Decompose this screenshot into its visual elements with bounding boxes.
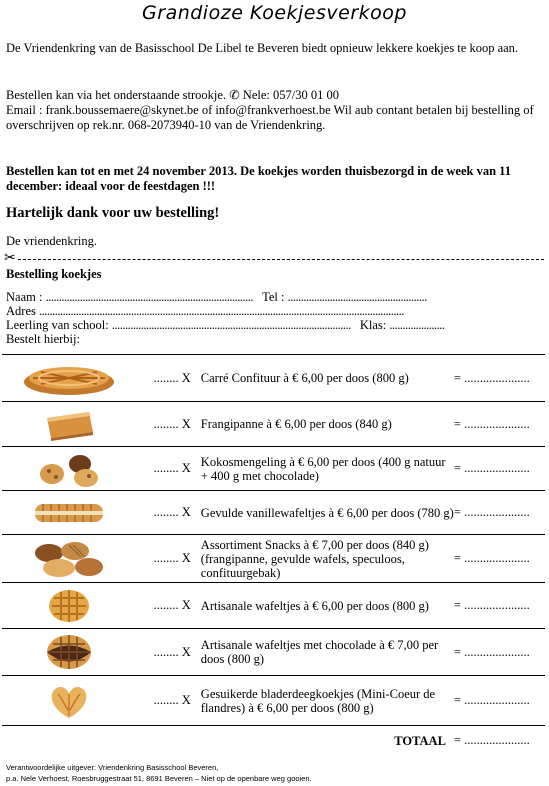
subtotal-field[interactable]: = ..................... [454, 355, 545, 402]
frangipane-icon [2, 402, 136, 447]
palmier-icon [2, 676, 136, 726]
tel-label: Tel : [262, 290, 285, 304]
vanilla-wafer-icon [2, 491, 136, 535]
address-field[interactable]: Adres ........................................................................................................................................... [6, 304, 404, 318]
name-label: Naam : [6, 290, 43, 304]
scissors-icon: ✂ [4, 251, 16, 266]
quantity-field[interactable]: ........ X [136, 583, 195, 629]
grand-total-field[interactable]: = ..................... [453, 733, 530, 748]
subtotal-field[interactable]: = ..................... [454, 629, 545, 676]
product-description: Carré Confituur à € 6,00 per doos (800 g) [195, 355, 454, 402]
snack-assortment-icon [2, 535, 136, 583]
product-row [2, 355, 545, 402]
footer-line-2: p.a. Nele Verhoest, Roesbruggestraat 51, 8691 Beveren – Niet op de openbare weg gooien. [6, 774, 312, 783]
subtotal-field[interactable]: = ..................... [454, 447, 545, 491]
quantity-field[interactable]: ........ X [136, 535, 195, 583]
product-row [2, 447, 545, 491]
dashed-divider [18, 259, 544, 260]
quantity-field[interactable]: ........ X [136, 355, 195, 402]
order-table [2, 354, 545, 756]
intro-text: De Vriendenkring van de Basisschool De Libel te Beveren biedt opnieuw lekkere koekjes te koop aan. [6, 41, 519, 55]
subtotal-field[interactable]: = ..................... [454, 402, 545, 447]
quantity-field[interactable]: ........ X [136, 447, 195, 491]
fruit-tart-icon [2, 355, 136, 402]
ordered-label: Bestelt hierbij: [6, 332, 80, 346]
order-heading: Bestelling koekjes [6, 267, 102, 281]
name-field[interactable]: Naam : ............................................................................... Tel : ..................................................... [6, 290, 427, 304]
subtotal-field[interactable]: = ..................... [454, 583, 545, 629]
waffle-icon [2, 583, 136, 629]
student-field[interactable]: Leerling van school: ........................................................................................... Klas: ..................... [6, 318, 445, 332]
signature: De vriendenkring. [6, 234, 97, 248]
subtotal-field[interactable]: = ..................... [454, 676, 545, 726]
quantity-field[interactable]: ........ X [136, 629, 195, 676]
contact-line: Bestellen kan via het onderstaande strookje. ✆ Nele: 057/30 01 00 [6, 88, 339, 102]
cut-line [4, 252, 544, 266]
quantity-field[interactable]: ........ X [136, 402, 195, 447]
page-title: Grandioze Koekjesverkoop [142, 2, 407, 24]
quantity-field[interactable]: ........ X [136, 676, 195, 726]
footer-line-1: Verantwoordelijke uitgever: Vriendenkring Basisschool Beveren, [6, 763, 219, 772]
quantity-field[interactable]: ........ X [136, 491, 195, 535]
publisher-footer [6, 762, 312, 784]
student-label: Leerling van school: [6, 318, 109, 332]
product-row [2, 535, 545, 583]
total-row [2, 726, 545, 756]
thanks-heading: Hartelijk dank voor uw bestelling! [6, 205, 220, 221]
product-row [2, 676, 545, 726]
product-row [2, 629, 545, 676]
product-row [2, 583, 545, 629]
address-label: Adres [6, 304, 36, 318]
product-row [2, 491, 545, 535]
subtotal-field[interactable]: = ..................... [454, 535, 545, 583]
class-label: Klas: [359, 318, 387, 332]
total-label: TOTAAL [394, 733, 446, 748]
product-description: Frangipanne à € 6,00 per doos (840 g) [195, 402, 454, 447]
product-description: Kokosmengeling à € 6,00 per doos (400 g natuur + 400 g met chocolade) [195, 447, 454, 491]
product-description: Artisanale wafeltjes à € 6,00 per doos (800 g) [195, 583, 454, 629]
chocolate-waffle-icon [2, 629, 136, 676]
payment-info: Email : frank.boussemaere@skynet.be of info@frankverhoest.be Wil aub contant betalen bij bestelling of overschrijven op rek.nr. 068-2073940-10 van de Vriendenkring. [6, 103, 534, 132]
cookie-mix-icon [2, 447, 136, 491]
product-description: Gesuikerde bladerdeegkoekjes (Mini-Coeur de flandres) à € 6,00 per doos (800 g) [195, 676, 454, 726]
subtotal-field[interactable]: = ..................... [454, 491, 545, 535]
product-row [2, 402, 545, 447]
deadline-notice: Bestellen kan tot en met 24 november 2013. De koekjes worden thuisbezorgd in de week van 11 december: ideaal voor de feestdagen !!! [6, 164, 511, 193]
product-description: Gevulde vanillewafeltjes à € 6,00 per doos (780 g) [195, 491, 454, 535]
product-description: Artisanale wafeltjes met chocolade à € 7,00 per doos (800 g) [195, 629, 454, 676]
product-description: Assortiment Snacks à € 7,00 per doos (840 g) (frangipanne, gevulde wafels, speculoos, confituurgebak) [195, 535, 454, 583]
